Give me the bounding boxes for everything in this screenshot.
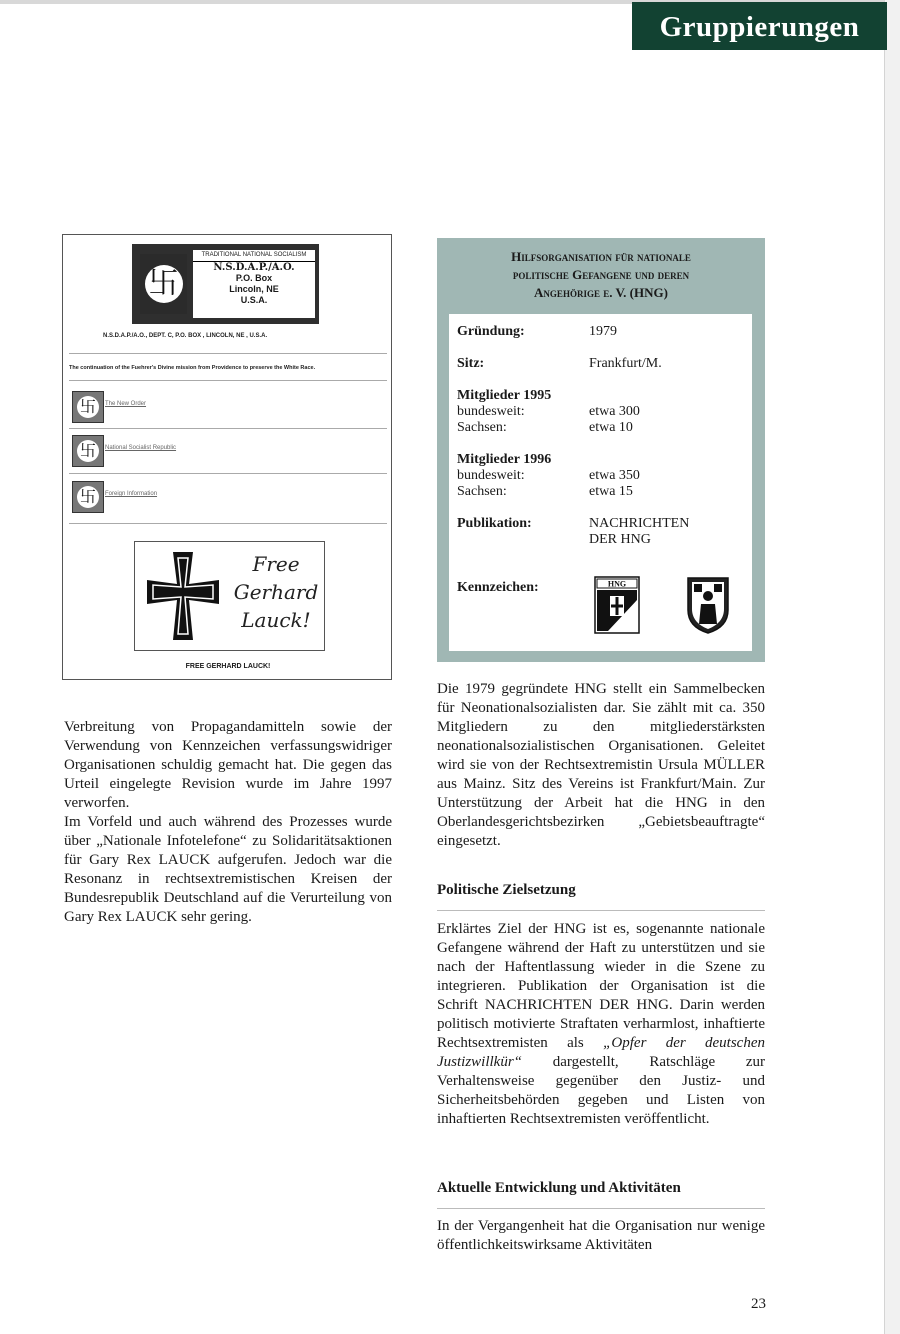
mitglieder-1995-label: Mitglieder 1995: [457, 388, 552, 403]
quoted-phrase: „Opfer der deutschen Justizwillkür“: [437, 1035, 765, 1070]
title-line-1: Hilfsorganisation für nationale: [511, 249, 691, 264]
paragraph: Die 1979 gegründete HNG stellt ein Sammelbecken für Neonationalsozialisten dar. Sie zählt mit ca. 350 Mitgliedern zu den mitgliederstärksten neonationalsozialistischen Organisationen. Geleitet wird sie von der Rechtsextremistin Ursula MÜLLER aus Mainz. Sitz des Vereins ist Frankfurt/Main. Zur Unterstützung der Arbeit hat die HNG in den Oberlandesgerichtsbezirken „Gebietsbeauftragte“ eingesetzt.: [437, 681, 765, 849]
free-lauck-banner: [134, 541, 325, 651]
banner-line-4: Lincoln, NE: [229, 284, 279, 294]
text-part: Erklärtes Ziel der HNG ist es, sogenannte nationale Gefangene während der Haft zu unterstützen und sie nach der Haftentlassung wieder in die Szene zu integrieren. Publikation der Organisation ist die Schrift NACHRICHTEN DER HNG. Darin werden politisch motivierte Straftaten verharmlost, inhaftierte Rechtsextremisten als: [437, 921, 765, 1051]
shield-emblem-icon: [686, 576, 730, 634]
link-republic[interactable]: National Socialist Republic: [105, 445, 177, 451]
website-screenshot-figure: [62, 234, 392, 680]
m1995-bund-label: bundesweit:: [457, 404, 525, 419]
banner: [132, 244, 319, 324]
paragraph: Im Vorfeld und auch während des Prozesses wurde über „Nationale Infotelefone“ zu Solidaritätsaktionen für Gary Rex LAUCK aufgerufen. Jedoch war die Resonanz in rechtsextremistischen Kreisen der Bundesrepublik Deutschland auf die Verurteilung von Gary Rex LAUCK sehr gering.: [64, 814, 392, 925]
heading-rule: [437, 1208, 765, 1209]
info-box-table: [449, 314, 752, 651]
link-icon-new-order[interactable]: 卐: [72, 391, 104, 423]
paragraph: In der Vergangenheit hat die Organisation nur wenige öffentlichkeitswirksame Aktivitäten: [437, 1218, 765, 1253]
m1995-bund-value: etwa 300: [589, 404, 640, 419]
link-new-order[interactable]: The New Order: [105, 401, 147, 407]
address-line: N.S.D.A.P./A.O., DEPT. C, P.O. BOX , LINCOLN, NE , U.S.A.: [103, 333, 268, 339]
hng-info-box: [437, 238, 765, 662]
gruendung-value: 1979: [589, 324, 617, 339]
banner-line-1: TRADITIONAL NATIONAL SOCIALISM: [193, 250, 315, 262]
m1996-sachsen-value: etwa 15: [589, 484, 633, 499]
m1996-bund-label: bundesweit:: [457, 468, 525, 483]
link-foreign-info[interactable]: Foreign Information: [105, 491, 158, 497]
flag-emblem-icon: 卐: [140, 254, 187, 314]
free-line-3: Lauck!: [241, 608, 311, 632]
heading-rule: [437, 910, 765, 911]
kennzeichen-label: Kennzeichen:: [457, 580, 539, 595]
free-lauck-text: [231, 550, 321, 634]
banner-line-5: U.S.A.: [240, 295, 268, 305]
figure-caption: FREE GERHARD LAUCK!: [185, 663, 271, 670]
title-line-3: Angehörige e. V. (HNG): [534, 285, 668, 300]
heading-politische-zielsetzung: Politische Zielsetzung: [437, 882, 576, 898]
publikation-value-1: NACHRICHTEN: [589, 516, 690, 531]
banner-address: [193, 250, 315, 318]
free-line-2: Gerhard: [233, 580, 319, 604]
divider: [69, 380, 387, 381]
scan-right-edge: [884, 0, 900, 1334]
zielsetzung-text: [437, 920, 765, 1129]
hng-emblem-icon: [594, 576, 640, 634]
heading-aktuelle-entwicklung: Aktuelle Entwicklung und Aktivitäten: [437, 1180, 681, 1196]
paragraph: [437, 920, 765, 1129]
paragraph: Verbreitung von Propagandamitteln sowie der Verwendung von Kennzeichen verfassungswidriger Organisationen schuldig gemacht hat. Die gegen das Urteil eingelegte Revision wurde im Jahre 1997 verworfen.: [64, 719, 392, 811]
link-icon-foreign-info[interactable]: 卐: [72, 481, 104, 513]
m1996-sachsen-label: Sachsen:: [457, 484, 507, 499]
sitz-label: Sitz:: [457, 356, 485, 371]
publikation-value-2: DER HNG: [589, 532, 651, 547]
info-box-title: [445, 248, 757, 302]
banner-line-3: P.O. Box: [235, 273, 273, 283]
banner-line-2: N.S.D.A.P./A.O.: [213, 262, 295, 273]
m1995-sachsen-label: Sachsen:: [457, 420, 507, 435]
divider: [69, 353, 387, 354]
emblem-label: HNG: [607, 579, 627, 589]
page-number: 23: [751, 1296, 766, 1312]
publikation-label: Publikation:: [457, 516, 532, 531]
mitglieder-1996-label: Mitglieder 1996: [457, 452, 552, 467]
section-tab: Gruppierungen: [632, 2, 887, 50]
divider: [69, 428, 387, 429]
left-column-text: [64, 718, 392, 927]
free-line-1: Free: [252, 552, 300, 576]
right-intro-text: [437, 680, 765, 851]
gruendung-label: Gründung:: [457, 324, 525, 339]
entwicklung-text: [437, 1217, 765, 1255]
divider: [69, 473, 387, 474]
title-line-2: politische Gefangene und deren: [512, 267, 690, 282]
m1995-sachsen-value: etwa 10: [589, 420, 633, 435]
m1996-bund-value: etwa 350: [589, 468, 640, 483]
link-icon-republic[interactable]: 卐: [72, 435, 104, 467]
text-part: dargestellt, Ratschläge zur Verhaltensweise gegenüber den Justiz- und Sicherheitsbehörden gegeben und Listen von inhaftierten Rechtsextremisten veröffentlicht.: [437, 1054, 765, 1127]
mission-line: The continuation of the Fuehrer's Divine mission from Providence to preserve the White Race.: [69, 365, 316, 371]
iron-cross-icon: [143, 546, 223, 646]
divider: [69, 523, 387, 524]
sitz-value: Frankfurt/M.: [589, 356, 662, 371]
